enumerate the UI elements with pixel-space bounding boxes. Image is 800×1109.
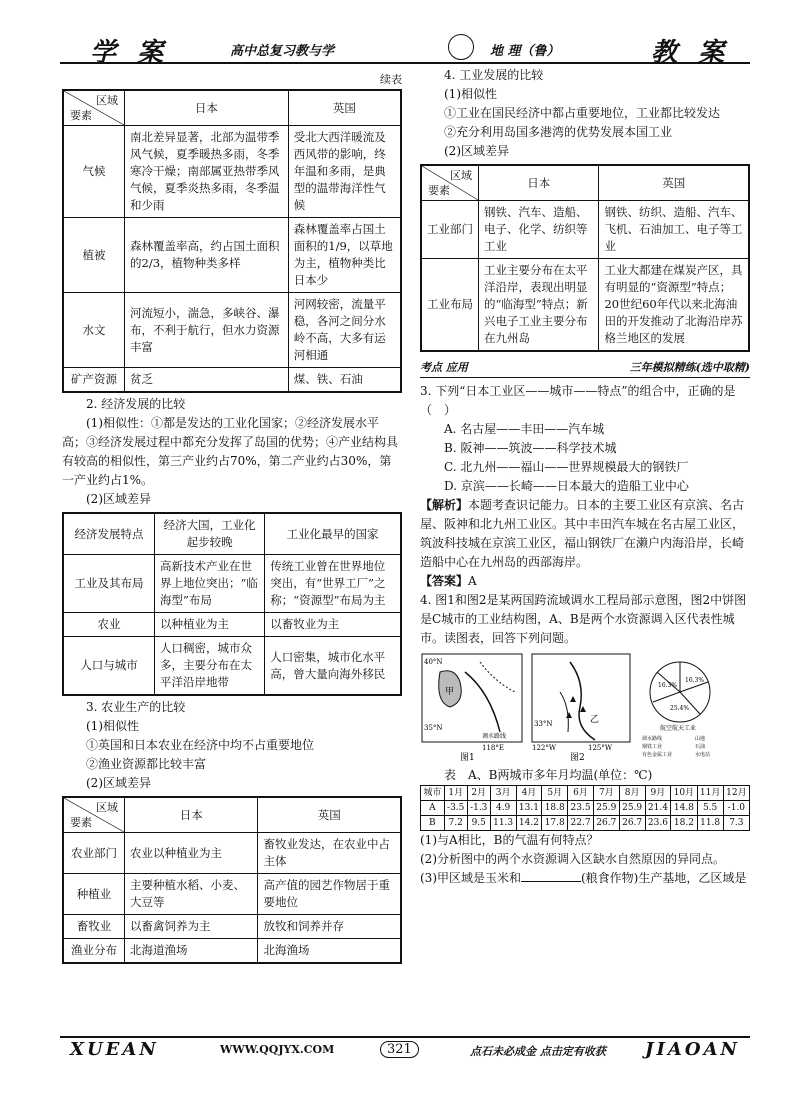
option: A. 名古屋——丰田——汽车城 — [444, 422, 605, 436]
footer-rule — [60, 1036, 750, 1038]
svg-text:甲: 甲 — [445, 687, 455, 697]
table-cell: -1.0 — [723, 801, 749, 816]
table-cell: 23.5 — [568, 801, 594, 816]
footer-right-brand: JIAOAN — [644, 1039, 740, 1060]
svg-text:有色金属工业: 有色金属工业 — [642, 752, 673, 758]
paragraph: (2)区域差异 — [86, 492, 151, 506]
svg-text:35°N: 35°N — [424, 724, 443, 732]
table-corner: 区域 要素 — [63, 797, 125, 833]
paragraph: (1)相似性：①都是发达的工业化国家；②经济发展水平高；③经济发展过程中都充分发挥了岛国的优势；④产业结构具有较高的相似性，第三产业约占70%，第二产业约占30%，第一产业约占1%。 — [62, 416, 399, 487]
table-cell: 11.3 — [490, 816, 516, 831]
table-row: 植被 森林覆盖率高，约占国土面积的2/3，植物种类多样 森林覆盖率占国土面积的1/9，以草地为主，植物种类比日本少 — [63, 218, 401, 293]
question-4-3: (3)甲区域是玉米和 (粮食作物)生产基地，乙区域是 — [420, 871, 747, 885]
col-header-uk: 英国 — [288, 90, 401, 126]
col-header-japan: 日本 — [125, 90, 289, 126]
question-3: 3. 下列“日本工业区——城市——特点”的组合中，正确的是（ ） — [420, 384, 736, 417]
table-cell: 7.3 — [723, 816, 749, 831]
table-row — [421, 816, 750, 831]
table-cell: -1.3 — [467, 801, 490, 816]
table-cell: 23.6 — [645, 816, 671, 831]
header-series: 高中总复习教与学 — [230, 44, 335, 59]
publisher-logo-icon — [448, 34, 474, 60]
industry-compare-table: 区域 要素 日本 英国 工业部门 钢铁、汽车、造船、电子、化学、纺织等工业 钢铁、纺织、造船、汽车、飞机、石油加工、电子等工业 工业布局 工业主要分布在太平洋沿岸，表现出明显的“临海型”特点；新兴电子工业主要分布在九州岛 工业大都建在煤炭产区，具有明显的“资源型”特点；20世纪60年代以来北海油田的开发推动了北海沿岸苏格兰地区的发展 — [420, 164, 750, 352]
table-cell: 11月 — [697, 786, 723, 801]
table-cell: B — [421, 816, 445, 831]
table-cell: 9.5 — [467, 816, 490, 831]
table-cell: 城市 — [421, 786, 445, 801]
table-cell: 14.2 — [516, 816, 542, 831]
svg-text:25.4%: 25.4% — [670, 705, 690, 712]
page-footer — [60, 1036, 750, 1066]
svg-text:图2: 图2 — [570, 753, 585, 762]
table-row: 水文 河流短小，湍急，多峡谷、瀑布，不利于航行，但水力资源丰富 河网较密，流量平稳，各河之间分水岭不高，大多有运河相通 — [63, 293, 401, 368]
footer-slogan: 点石未必成金 点击定有收获 — [470, 1045, 606, 1058]
svg-text:16.3%: 16.3% — [658, 682, 678, 689]
table-cell: 5.5 — [697, 801, 723, 816]
svg-text:钢铁工业: 钢铁工业 — [642, 744, 663, 750]
table-cell: 6月 — [568, 786, 594, 801]
table-row — [421, 801, 750, 816]
header-left-brand: 学 案 — [90, 38, 170, 68]
footer-url: WWW.QQJYX.COM — [220, 1043, 335, 1056]
table-cell: 7月 — [593, 786, 619, 801]
agriculture-compare-table: 区域 要素 日本 英国 农业部门 农业以种植业为主 畜牧业发达，在农业中占主体 种植业 主要种植水稻、小麦、大豆等 高产值的园艺作物居于重要地位 畜牧业 以畜禽饲养为主 放牧和饲养并存 渔业分布 北海道渔场 北海渔场 — [62, 796, 402, 964]
svg-text:118°E: 118°E — [482, 744, 504, 752]
table-cell: 2月 — [467, 786, 490, 801]
table-row: 渔业分布 北海道渔场 北海渔场 — [63, 939, 401, 964]
table-cell: 4月 — [516, 786, 542, 801]
page-header — [60, 28, 750, 68]
svg-text:石油: 石油 — [695, 744, 706, 750]
table-row: 工业及其布局 高新技术产业在世界上地位突出；“临海型”布局 传统工业曾在世界地位突出，有“世界工厂”之称；“资源型”布局为主 — [63, 555, 401, 613]
header-rule — [60, 62, 750, 64]
header-right-brand: 教 案 — [650, 38, 730, 68]
table-corner: 区域 要素 — [421, 165, 479, 201]
table-cell: 26.7 — [593, 816, 619, 831]
table-cell: 3月 — [490, 786, 516, 801]
table-cell: 7.2 — [444, 816, 467, 831]
practice-ribbon: 考点 应用 三年模拟精练(选中取精) — [420, 358, 750, 378]
option: B. 阪神——筑波——科学技术城 — [444, 441, 617, 455]
svg-text:调水路线: 调水路线 — [642, 736, 663, 742]
table-cell: 11.8 — [697, 816, 723, 831]
svg-text:122°W: 122°W — [532, 744, 557, 752]
table-cell: 10月 — [671, 786, 697, 801]
question-4-2: (2)分析图中的两个水资源调入区缺水自然原因的异同点。 — [420, 852, 726, 866]
table-cell: 21.4 — [645, 801, 671, 816]
table-cell: 5月 — [542, 786, 568, 801]
table-cell: 8月 — [619, 786, 645, 801]
analysis: 【解析】本题考查识记能力。日本的主要工业区有京滨、名古屋、阪神和北九州工业区。其中丰田汽车城在名古屋工业区，筑波科技城在京滨工业区，福山钢铁厂在濑户内海沿岸，长崎造船中心在九州岛的西部海岸。 — [420, 498, 745, 569]
figure-maps — [420, 652, 750, 762]
table-row: 种植业 主要种植水稻、小麦、大豆等 高产值的园艺作物居于重要地位 — [63, 874, 401, 915]
section-title: 3. 农业生产的比较 — [86, 700, 186, 714]
section-title: 2. 经济发展的比较 — [86, 397, 186, 411]
answer: 【答案】A — [420, 574, 477, 588]
answer-blank — [521, 881, 581, 882]
table-cell: 13.1 — [516, 801, 542, 816]
svg-text:40°N: 40°N — [424, 658, 443, 666]
question-4-1: (1)与A相比，B的气温有何特点？ — [420, 833, 599, 847]
table-cell: 26.7 — [619, 816, 645, 831]
table-cell: A — [421, 801, 445, 816]
economy-compare-table: 经济发展特点 经济大国，工业化起步较晚 工业化最早的国家 工业及其布局 高新技术产业在世界上地位突出；“临海型”布局 传统工业曾在世界地位突出，有“世界工厂”之称；“资源型”布局为主 农业 以种植业为主 以畜牧业为主 人口与城市 人口稠密，城市众多，主要分布在太平洋沿岸地带 人口密集，城市化水平高，曾大量向海外移民 — [62, 512, 402, 696]
table-row: 农业部门 农业以种植业为主 畜牧业发达，在农业中占主体 — [63, 833, 401, 874]
table-cell: 17.8 — [542, 816, 568, 831]
table-row: 工业布局 工业主要分布在太平洋沿岸，表现出明显的“临海型”特点；新兴电子工业主要分布在九州岛 工业大都建在煤炭产区，具有明显的“资源型”特点；20世纪60年代以来北海油田的开发推动了北海沿岸苏格兰地区的发展 — [421, 259, 749, 352]
svg-text:航空航天工业: 航空航天工业 — [660, 725, 697, 732]
svg-text:水电站: 水电站 — [695, 752, 711, 758]
table-cell: 1月 — [444, 786, 467, 801]
right-column: 4. 工业发展的比较 (1)相似性 ①工业在国民经济中都占重要地位，工业都比较发达 ②充分利用岛国多港湾的优势发展本国工业 (2)区域差异 区域 要素 日本 英国 工业部门 钢铁、汽车、造船、电子、化学、纺织等工业 钢铁、纺织、造船、汽车、飞机、石油加工、电子等工业 工业布局 工业主要分布在太平洋沿岸，表现出明显的“临海型”特点；新兴电子工业主要分布在九州岛 工业大都建在煤炭产区，具有明显的“资源型”特点；20世纪60年代以来北海油田的开发推动了北海沿岸苏格兰地区的发展 考点 应用 三年模拟精练(选中取精) 3. 下列“日本工业区——城市——特点”的组合中，正确的是（ ） A. 名古屋——丰田——汽车城 B. 阪神——筑波——科学技术城 C. 北九州——福山——世界规模最大的钢铁厂 D. 京滨——长崎——日本最大的造船工业中心 【解析】本题考查识记能力。日本的主要工业区有京滨、名古屋、阪神和北九州工业区。其中丰田汽车城在名古屋工业区，筑波科技城在京滨工业区，福山钢铁厂在濑户内海沿岸，长崎造船中心在九州岛的西部海岸。 【答案】A 4. 图1和图2是某两国跨流域调水工程局部示意图，图2中饼图是C城市的工业结构图，A、B是两个水资源调入区代表性城市。读图表，回答下列问题。 40°N 35°N 118°E 甲 调水路线 图1 33°N 122°W 125°W 乙 图2 16.3% 16.3% 25.4% 航空航天工业 调水路线 山地 钢铁工业 石油 有色金属工业 水电站 表 A、B两城市多年月均温(单位：℃) 城市 1月 2月 3月 4月 5月 6月 7月 8月 9月 10月 11月 12月 A -3.5 -1.3 4.9 13.1 18.8 23.5 25.9 25.9 21.4 14.8 5.5 -1.0 B 7.2 9.5 11.3 14.2 17.8 22.7 26.7 26.7 23.6 18.2 11.8 7.3 (1)与A相比，B的气温有何特点？ (2)分析图中的两个水资源调入区缺水自然原因的异同点。 (3)甲区域是玉米和 (粮食作物)生产基地，乙区域是 — [420, 66, 750, 888]
section-title: 4. 工业发展的比较 — [444, 68, 544, 82]
table-row: 农业 以种植业为主 以畜牧业为主 — [63, 613, 401, 637]
svg-text:调水路线: 调水路线 — [482, 733, 507, 740]
svg-text:16.3%: 16.3% — [685, 677, 705, 684]
table-cell: 9月 — [645, 786, 671, 801]
table-cell: -3.5 — [444, 801, 467, 816]
header-subject: 地 理（鲁） — [490, 44, 560, 59]
svg-text:乙: 乙 — [590, 715, 600, 725]
svg-text:图1: 图1 — [460, 753, 475, 762]
option: D. 京滨——长崎——日本最大的造船工业中心 — [444, 479, 689, 493]
table-cell: 4.9 — [490, 801, 516, 816]
page-number: 321 — [380, 1041, 419, 1058]
nature-compare-table — [62, 89, 402, 393]
question-4: 4. 图1和图2是某两国跨流域调水工程局部示意图，图2中饼图是C城市的工业结构图，A、B是两个水资源调入区代表性城市。读图表，回答下列问题。 — [420, 593, 747, 645]
table-cell: 12月 — [723, 786, 749, 801]
temperature-table — [420, 785, 750, 831]
footer-left-brand: XUEAN — [70, 1039, 159, 1060]
table-cell: 25.9 — [619, 801, 645, 816]
table-row: 工业部门 钢铁、汽车、造船、电子、化学、纺织等工业 钢铁、纺织、造船、汽车、飞机、石油加工、电子等工业 — [421, 201, 749, 259]
continued-label: 续表 — [380, 73, 402, 86]
table-cell: 18.2 — [671, 816, 697, 831]
table-row: 畜牧业 以畜禽饲养为主 放牧和饲养并存 — [63, 915, 401, 939]
option: C. 北九州——福山——世界规模最大的钢铁厂 — [444, 460, 689, 474]
table-cell: 18.8 — [542, 801, 568, 816]
table-row: 气候 南北差异显著，北部为温带季风气候，夏季暖热多雨，冬季寒冷干燥；南部属亚热带季风气候，夏季炎热多雨，冬季温和少雨 受北大西洋暖流及西风带的影响，终年温和多雨，是典型的温带海洋性气候 — [63, 126, 401, 218]
left-column: 续表 区域 要素 日本 英国 气候 南北差异显著，北部为温带季风气候，夏季暖热多雨，冬季寒冷干燥；南部属亚热带季风气候，夏季炎热多雨，冬季温和少雨 受北大西洋暖流及西风带的影响，终年温和多雨，是典型的温带海洋性气候 植被 森林覆盖率高，约占国土面积的2/3，植物种类多样 森林覆盖率占国土面积的1/9，以草地为主，植物种类比日本少 水文 河流短小，湍急，多峡谷、瀑布，不利于航行，但水力资源丰富 河网较密，流量平稳，各河之间分水岭不高，大多有运河相通 矿产资源 贫乏 煤、铁、石油 2. 经济发展的比较 (1)相似性：①都是发达的工业化国家；②经济发展水平高；③经济发展过程中都充分发挥了岛国的优势；④产业结构具有较高的相似性，第三产业约占70%，第二产业约占30%，第一产业约占1%。 (2)区域差异 经济发展特点 经济大国，工业化起步较晚 工业化最早的国家 工业及其布局 高新技术产业在世界上地位突出；“临海型”布局 传统工业曾在世界地位突出，有“世界工厂”之称；“资源型”布局为主 农业 以种植业为主 以畜牧业为主 人口与城市 人口稠密，城市众多，主要分布在太平洋沿岸地带 人口密集，城市化水平高，曾大量向海外移民 3. 农业生产的比较 (1)相似性 ①英国和日本农业在经济中均不占重要地位 ②渔业资源都比较丰富 (2)区域差异 区域 要素 日本 英国 农业部门 农业以种植业为主 畜牧业发达，在农业中占主体 种植业 主要种植水稻、小麦、大豆等 高产值的园艺作物居于重要地位 畜牧业 以畜禽饲养为主 放牧和饲养并存 渔业分布 北海道渔场 北海渔场 — [62, 70, 402, 964]
table-row: 人口与城市 人口稠密，城市众多，主要分布在太平洋沿岸地带 人口密集，城市化水平高，曾大量向海外移民 — [63, 637, 401, 696]
svg-text:33°N: 33°N — [534, 720, 553, 728]
figures — [420, 652, 750, 762]
table-cell: 14.8 — [671, 801, 697, 816]
table-row: 矿产资源 贫乏 煤、铁、石油 — [63, 368, 401, 393]
table-corner: 区域 要素 — [63, 90, 125, 126]
table-cell: 25.9 — [593, 801, 619, 816]
svg-text:山地: 山地 — [695, 736, 706, 742]
table-cell: 22.7 — [568, 816, 594, 831]
svg-text:125°W: 125°W — [588, 744, 613, 752]
table-caption: 表 A、B两城市多年月均温(单位：℃) — [444, 768, 653, 782]
